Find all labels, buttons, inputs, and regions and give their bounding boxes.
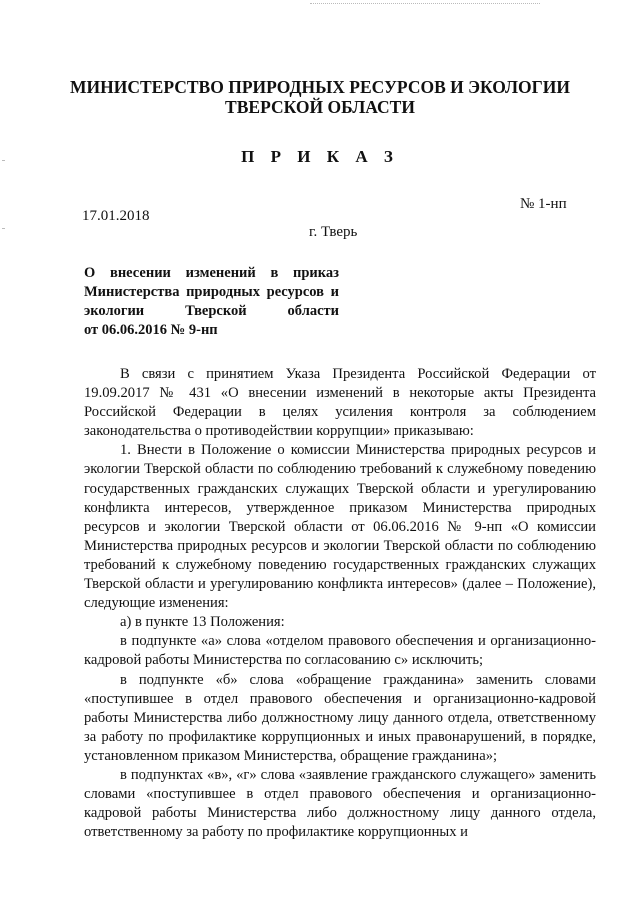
body-paragraph: в подпункте «б» слова «обращение гражданина» заменить словами «поступившее в отдел правового обеспечения и организационно-кадровой работы Министерства либо должностному лицу данного отдела, ответственному за работу по профилактике коррупционных и иных правонарушений, в порядке, установленном приказом Министерства, обращение гражданина»;: [84, 671, 596, 764]
order-city: г. Тверь: [309, 224, 358, 240]
body-paragraph: в подпункте «а» слова «отделом правового обеспечения и организационно-кадровой работы Министерства по согласованию с» исключить;: [84, 633, 596, 669]
subject-line: Министерства природных ресурсов и: [84, 284, 339, 300]
order-body: [84, 365, 596, 842]
subject-line: экологии Тверской области: [84, 303, 339, 319]
order-date: 17.01.2018: [82, 208, 150, 224]
order-number: № 1-нп: [520, 196, 567, 212]
order-subject: [84, 264, 339, 340]
scan-margin-mark: [2, 228, 5, 229]
ministry-name-line1: МИНИСТЕРСТВО ПРИРОДНЫХ РЕСУРСОВ И ЭКОЛОГИИ: [70, 77, 570, 97]
scan-artifact: [310, 3, 540, 5]
order-title: П Р И К А З: [241, 147, 399, 166]
body-paragraph: 1. Внести в Положение о комиссии Министерства природных ресурсов и экологии Тверской области по соблюдению требований к служебному поведению государственных гражданских служащих Тверской области и урегулированию конфликта интересов, утвержденное приказом Министерства природных ресурсов и экологии Тверской области от 06.06.2016 № 9-нп «О комиссии Министерства природных ресурсов и экологии Тверской области по соблюдению требований к служебному поведению государственных гражданских служащих Тверской области и урегулированию конфликта интересов» (далее – Положение), следующие изменения:: [84, 442, 596, 612]
ministry-name-line2: ТВЕРСКОЙ ОБЛАСТИ: [225, 97, 415, 117]
body-paragraph: В связи с принятием Указа Президента Российской Федерации от 19.09.2017 № 431 «О внесении изменений в некоторые акты Президента Российской Федерации в целях усиления контроля за соблюдением законодательства о противодействии коррупции» приказываю:: [84, 366, 596, 440]
subject-line: от 06.06.2016 № 9-нп: [84, 322, 218, 338]
body-paragraph: а) в пункте 13 Положения:: [120, 614, 285, 631]
subject-line: О внесении изменений в приказ: [84, 265, 339, 281]
body-paragraph: в подпунктах «в», «г» слова «заявление гражданского служащего» заменить словами «поступившее в отдел правового обеспечения и организационно-кадровой работы Министерства либо должностному лицу данного отдела, ответственному за работу по профилактике коррупционных и: [84, 766, 596, 841]
